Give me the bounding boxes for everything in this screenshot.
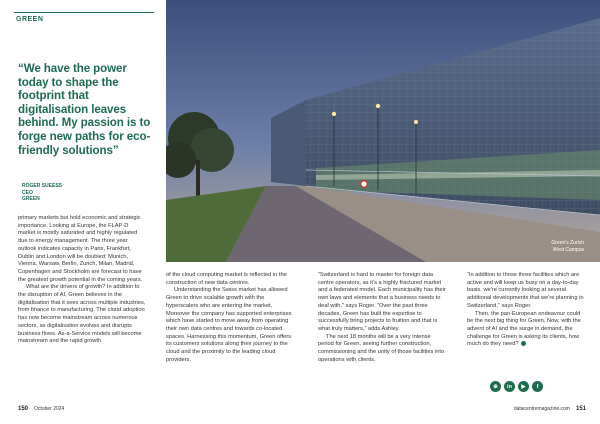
linkedin-icon[interactable]: in	[504, 381, 515, 392]
author-name: ROGER SUEESS	[22, 183, 63, 189]
left-page-number: 150	[18, 406, 29, 412]
social-links	[490, 381, 543, 392]
paragraph: “Switzerland is hard to master for foreign data centre operators, as it's a highly fractured market and a federated model. Each municipality has their own laws and elements that a business needs to deal with,” says Roger. “Over the past three decades, Green has built the expertise to successfully bring projects to fruition and that is what truly matters,” adds Ashley.	[318, 272, 446, 332]
body-column-4	[467, 272, 587, 349]
issue-date: October 2024	[34, 406, 65, 412]
author-company: GREEN	[22, 196, 40, 202]
body-column-2	[166, 272, 294, 364]
section-rule	[14, 12, 154, 13]
globe-icon[interactable]: ⊕	[490, 381, 501, 392]
facebook-icon[interactable]: f	[532, 381, 543, 392]
footer-right	[514, 406, 586, 412]
photo-caption	[551, 240, 584, 254]
paragraph: Understanding the Swiss market has allowed Green to drive scalable growth with the hyperscalers who are entering the market. Moreover the company has supported enterprises which have started to move away from operating their own data centres and towards co-located spaces. Harnessing this momentum, Green offers its customers solutions along their journey to the cloud and the proximity to the leading cloud providers.	[166, 287, 292, 363]
right-page-number: 151	[575, 406, 586, 412]
final-paragraph-text: Then, the pan-European endeavour could be the next big thing for Green. Now, with the advent of AI and the surge in demand, the challenge for Green is asking its clients, how much do they need?	[467, 310, 581, 348]
pull-quote: “We have the power today to shape the footprint that digitalisation leaves behind. My passion is to forge new paths for eco-friendly solutions”	[18, 62, 151, 157]
photo-caption-line-1: Green's Zurich	[551, 240, 584, 246]
paragraph: “In addition to those three facilities which are active and will keep us busy on a day-to-day basis, we're currently looking at several additional developments that we're planning in Switzerland,” says Roger.	[467, 272, 584, 309]
end-of-article-icon	[521, 341, 526, 346]
paragraph	[467, 311, 587, 350]
author-role: CEO	[22, 189, 33, 196]
campus-photo-illustration	[166, 0, 600, 262]
body-column-3	[318, 272, 446, 364]
paragraph: What are the drivers of growth? In addition to the disruption of AI, Green believes in the digitalisation that it sees across multiple industries, from finance to manufacturing. The cloud adoption has now become mainstream across numerous sectors, as digitalisation evolves and disrupts business flows. As-a-Service models will become mainstream and the rapid growth	[18, 284, 146, 345]
quote-attribution	[22, 183, 62, 203]
paragraph: of the cloud computing market is reflected in the construction of new data centres.	[166, 272, 287, 286]
youtube-icon[interactable]: ▶	[518, 381, 529, 392]
paragraph: The next 18 months will be a very intense period for Green, seeing further construction, commissioning and the unity of those facilities into operations with clients.	[318, 333, 445, 363]
photo-caption-line-2: West Campus	[552, 247, 584, 253]
website-link[interactable]: datacentremagazine.com	[513, 406, 570, 412]
body-column-1	[18, 215, 146, 346]
paragraph: primary markets but hold economic and strategic importance. Looking at Europe, the FLAP-D market is mostly saturated and highly regulated due to energy management. The three year outlook indicates capacity in Paris, Frankfurt, Dublin and London will be doubled: Munich, Vienna, Warsaw, Berlin, Zurich, Milan, Madrid, Copenhagen and Stockholm are forecast to have the greatest growth potential in the coming years.	[18, 215, 143, 283]
section-label: GREEN	[16, 16, 44, 23]
campus-photo	[166, 0, 600, 262]
footer-left	[18, 406, 64, 412]
